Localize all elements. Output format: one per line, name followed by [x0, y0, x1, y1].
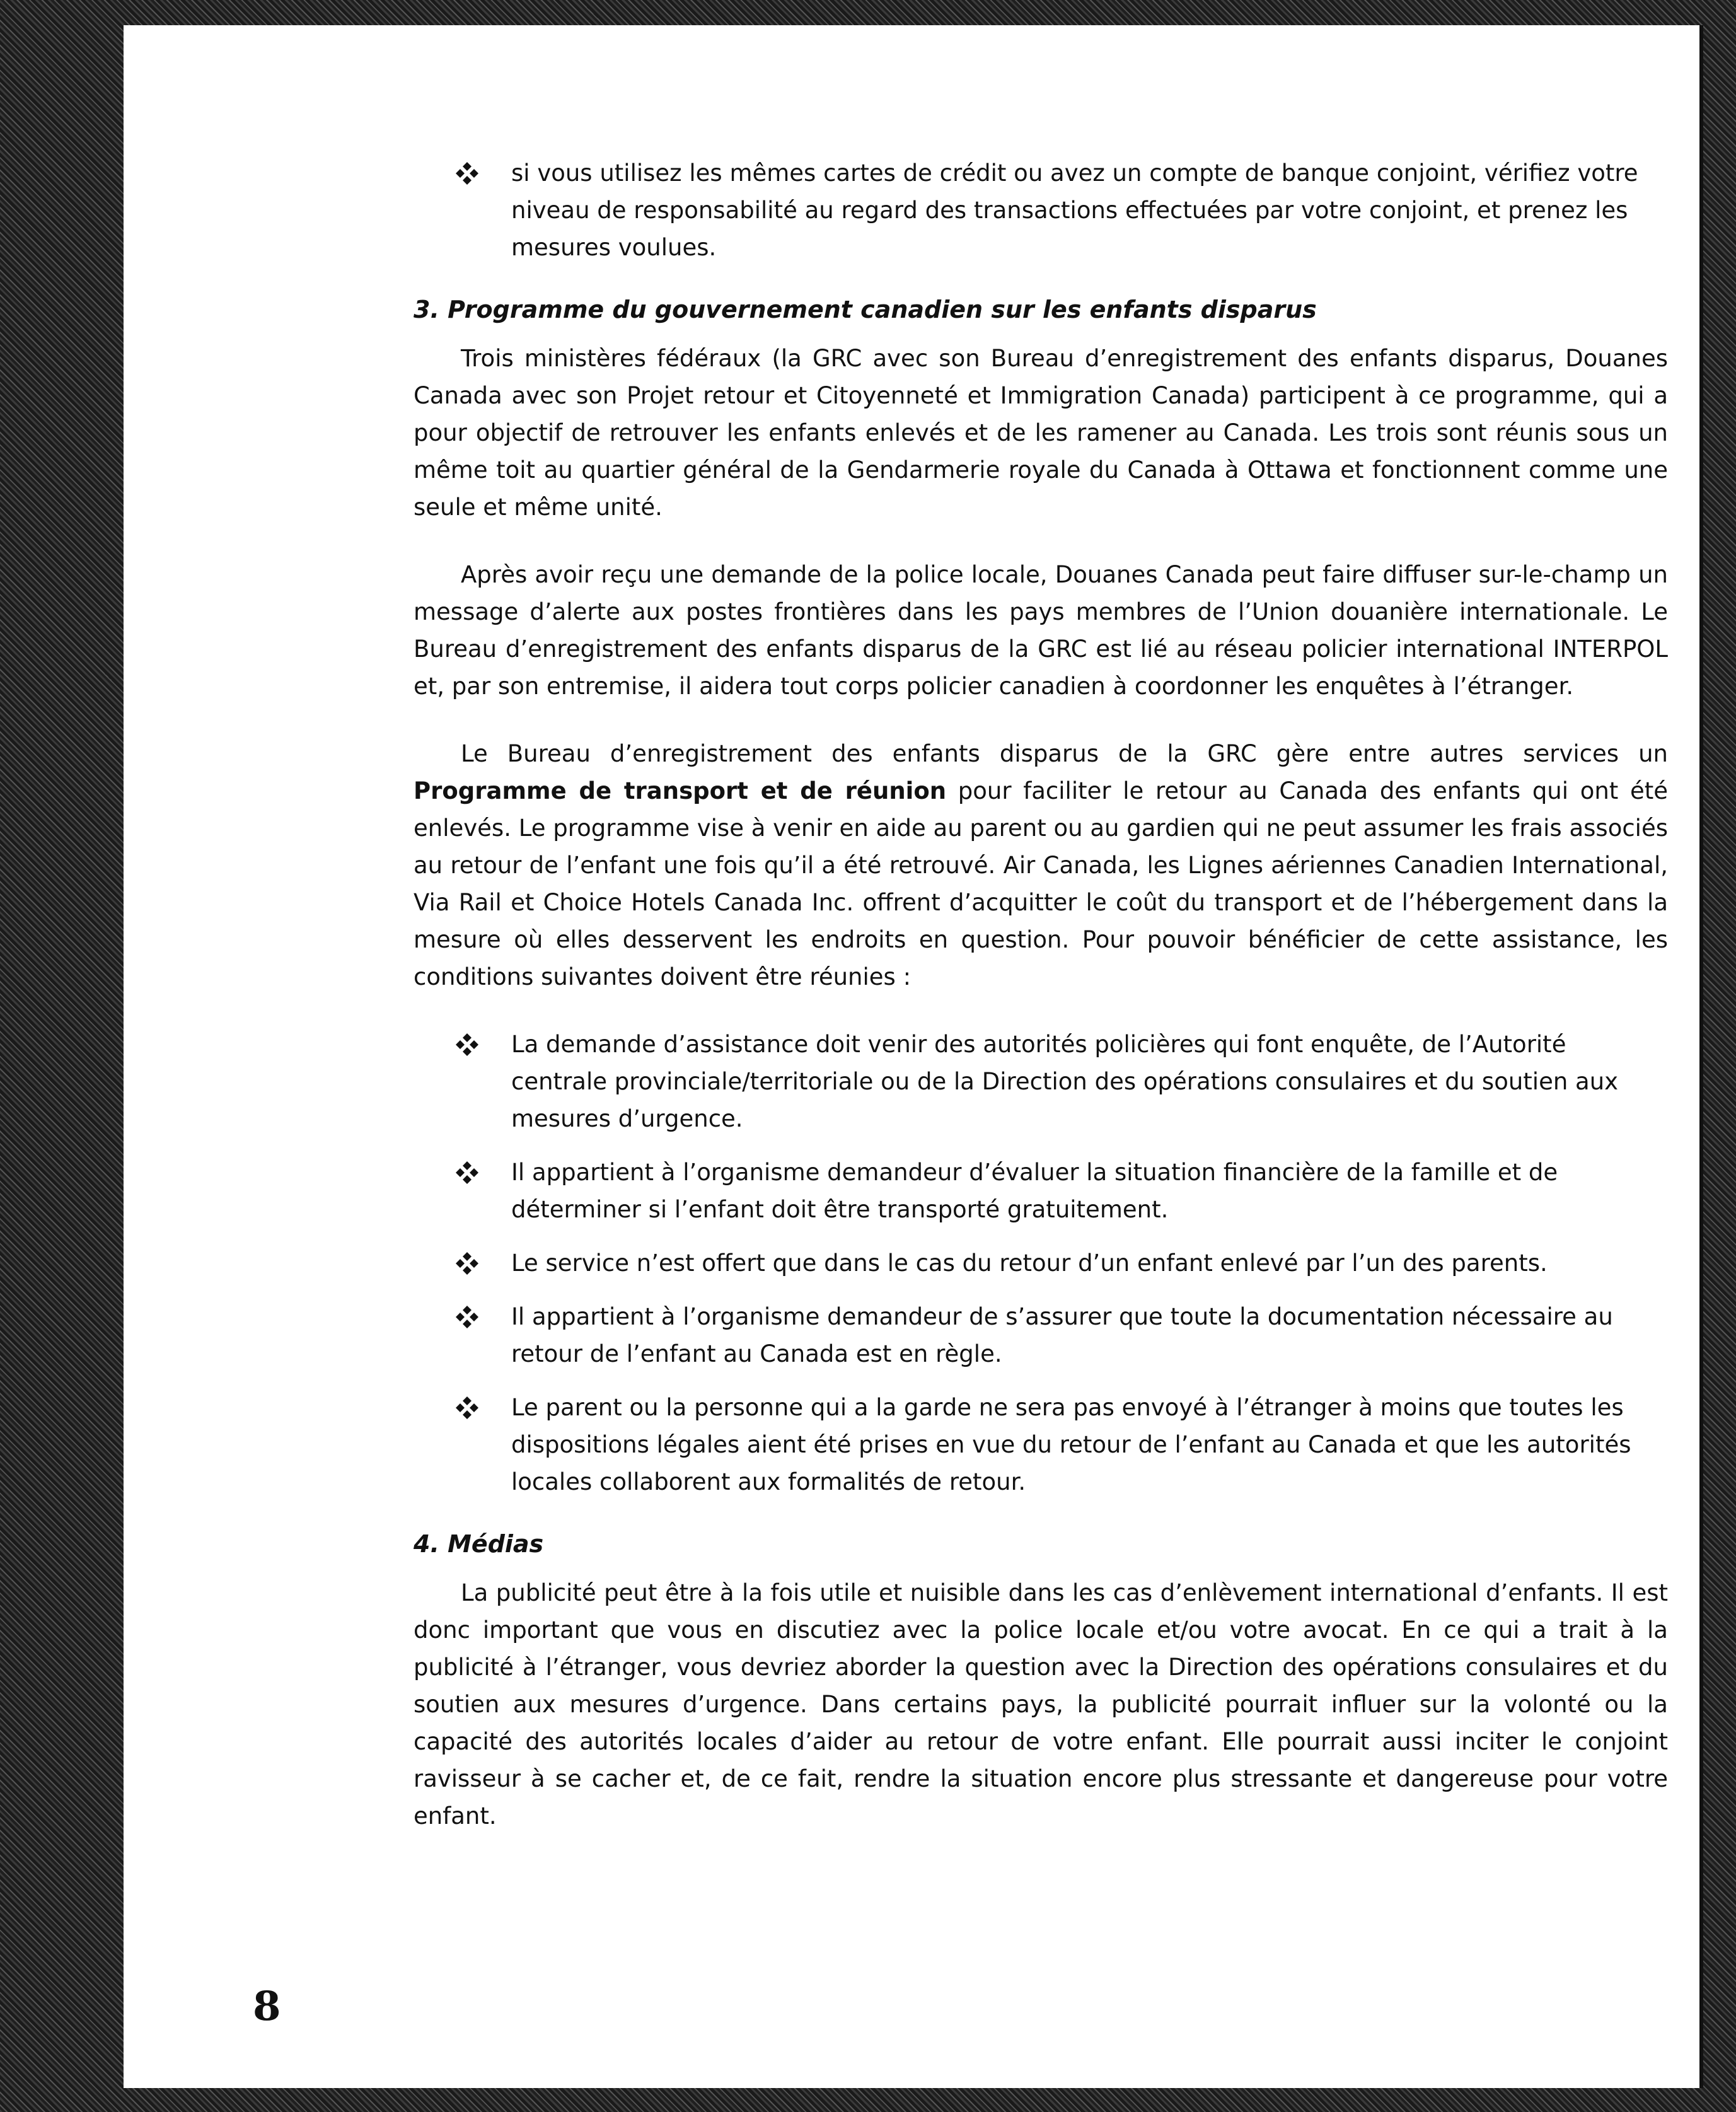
bullet-text: Il appartient à l’organisme demandeur d’évaluer la situation financière de la famille et de déterminer si l’enfant doit être transporté gratuitement.: [511, 1159, 1558, 1223]
section-heading-4: 4. Médias: [414, 1530, 544, 1558]
bullet-text: Le parent ou la personne qui a la garde ne sera pas envoyé à l’étranger à moins que toutes les dispositions légales aient été prises en vue du retour de l’enfant au Canada et que les autorités locales collaborent aux formalités de retour.: [511, 1394, 1631, 1495]
paragraph: La publicité peut être à la fois utile et nuisible dans les cas d’enlèvement international d’enfants. Il est donc important que vous en discutiez avec la police locale et/ou votre avocat. En ce qui a trait à la publicité à l’étranger, vous devriez aborder la question avec la Direction des opérations consulaires et du soutien aux mesures d’urgence. Dans certains pays, la publicité pourrait influer sur la volonté ou la capacité des autorités locales d’aider au retour de votre enfant. Elle pourrait aussi inciter le conjoint ravisseur à se cacher et, de ce fait, rendre la situation encore plus stressante et dangereuse pour votre enfant.: [414, 1579, 1668, 1830]
list-item: [511, 1154, 1668, 1228]
four-diamond-icon: [454, 1304, 480, 1330]
paragraph: [414, 735, 1668, 995]
list-item: [511, 1245, 1668, 1282]
bold-program-name: Programme de transport et de réunion: [414, 777, 947, 804]
page-content: [414, 154, 1668, 1865]
paragraph-text: pour faciliter le retour au Canada des enfants qui ont été enlevés. Le programme vise à venir en aide au parent ou au gardien qui ne peut assumer les frais associés au retour de l’enfant une fois qu’il a été retrouvé. Air Canada, les Lignes aériennes Canadien International, Via Rail et Choice Hotels Canada Inc. offrent d’acquitter le coût du transport et de l’hébergement dans la mesure où elles desservent les endroits en question. Pour pouvoir bénéficier de cette assistance, les conditions suivantes doivent être réunies :: [414, 777, 1668, 990]
section-heading-3: 3. Programme du gouvernement canadien sur les enfants disparus: [414, 296, 1317, 323]
four-diamond-icon: [454, 1160, 480, 1185]
page-number: 8: [253, 1983, 281, 2030]
four-diamond-icon: [454, 1395, 480, 1420]
list-item: [511, 1026, 1668, 1137]
paragraph-text: Le Bureau d’enregistrement des enfants disparus de la GRC gère entre autres services un: [461, 740, 1668, 767]
paragraph: Après avoir reçu une demande de la police locale, Douanes Canada peut faire diffuser sur-le-champ un message d’alerte aux postes frontières dans les pays membres de l’Union douanière internationale. Le Bureau d’enregistrement des enfants disparus de la GRC est lié au réseau policier international INTERPOL et, par son entremise, il aidera tout corps policier canadien à coordonner les enquêtes à l’étranger.: [414, 561, 1668, 700]
four-diamond-icon: [454, 161, 480, 186]
bullet-text: si vous utilisez les mêmes cartes de crédit ou avez un compte de banque conjoint, vérifiez votre niveau de responsabilité au regard des transactions effectuées par votre conjoint, et prenez les mesures voulues.: [511, 160, 1638, 261]
list-item: [511, 1389, 1668, 1500]
four-diamond-icon: [454, 1032, 480, 1057]
bullet-text: Le service n’est offert que dans le cas du retour d’un enfant enlevé par l’un des parents.: [511, 1250, 1548, 1277]
list-item: [511, 154, 1668, 266]
four-diamond-icon: [454, 1251, 480, 1276]
document-page: [124, 25, 1703, 2088]
bullet-text: Il appartient à l’organisme demandeur de s’assurer que toute la documentation nécessaire au retour de l’enfant au Canada est en règle.: [511, 1303, 1613, 1367]
bullet-list-conditions: [414, 1026, 1668, 1500]
list-item: [511, 1298, 1668, 1372]
bullet-list-top: [414, 154, 1668, 266]
paragraph: Trois ministères fédéraux (la GRC avec son Bureau d’enregistrement des enfants disparus, Douanes Canada avec son Projet retour et Citoyenneté et Immigration Canada) participent à ce programme, qui a pour objectif de retrouver les enfants enlevés et de les ramener au Canada. Les trois sont réunis sous un même toit au quartier général de la Gendarmerie royale du Canada à Ottawa et fonctionnent comme une seule et même unité.: [414, 345, 1668, 521]
bullet-text: La demande d’assistance doit venir des autorités policières qui font enquête, de l’Autorité centrale provinciale/territoriale ou de la Direction des opérations consulaires et du soutien aux mesures d’urgence.: [511, 1031, 1619, 1132]
